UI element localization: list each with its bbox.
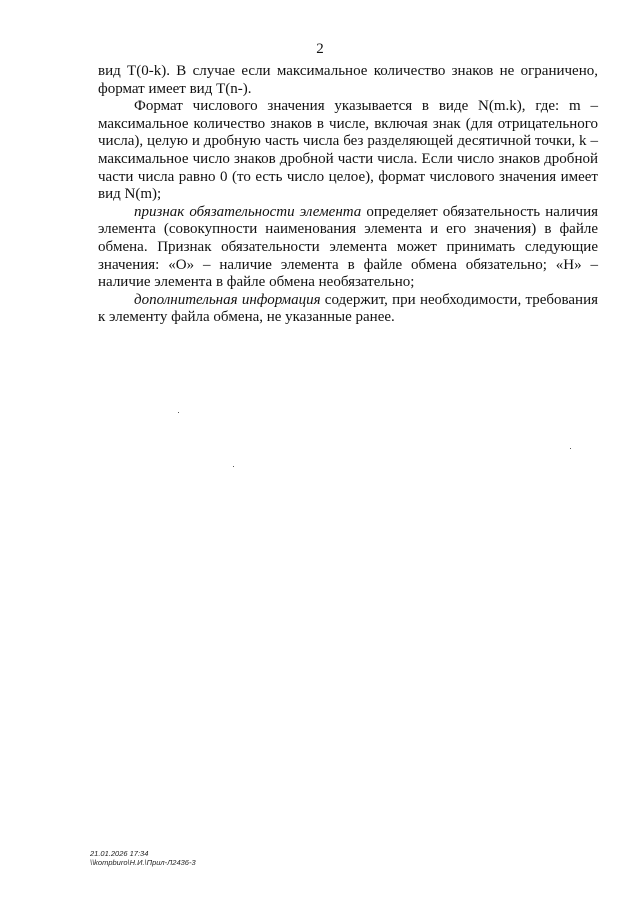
page-number: 2: [316, 41, 324, 57]
paragraph-additional-info: [98, 292, 598, 327]
scan-speck: [233, 466, 234, 467]
scan-speck: [570, 448, 571, 449]
document-footer: [90, 849, 196, 867]
required-flag-description: определяет обязательность наличия элемента (совокупности наименования элемента и его значения) в файле обмена. Признак обязательности элемента может принимать следующие значения: «О» – наличие элемента в файле обмена обязательно; «Н» – наличие элемента в файле обмена необязательно;: [98, 203, 598, 291]
paragraph-numeric-format: Формат числового значения указывается в виде N(m.k), где: m – максимальное количество знаков в числе, включая знак (для отрицательного числа), целую и дробную часть числа без разделяющей десятичной точки, k – максимальное число знаков дробной части числа. Если число знаков дробной части числа равно 0 (то есть число целое), формат числового значения имеет вид N(m);: [98, 98, 598, 203]
footer-timestamp: 21.01.2026 17:34: [90, 849, 149, 858]
term-required-flag: признак обязательности элемента: [134, 203, 362, 220]
additional-info-description: содержит, при необходимости, требования к элементу файла обмена, не указанные ранее.: [98, 291, 598, 326]
scan-speck: [178, 412, 179, 413]
footer-file-path: \\kompburo\Н.И.\Прил-Л2436-3: [90, 858, 196, 867]
term-additional-info: дополнительная информация: [134, 291, 321, 308]
paragraph-required-flag: [98, 204, 598, 292]
paragraph-text-format-end: вид T(0-k). В случае если максимальное количество знаков не ограничено, формат имеет вид T(n-).: [98, 63, 598, 97]
document-body: [98, 63, 598, 327]
